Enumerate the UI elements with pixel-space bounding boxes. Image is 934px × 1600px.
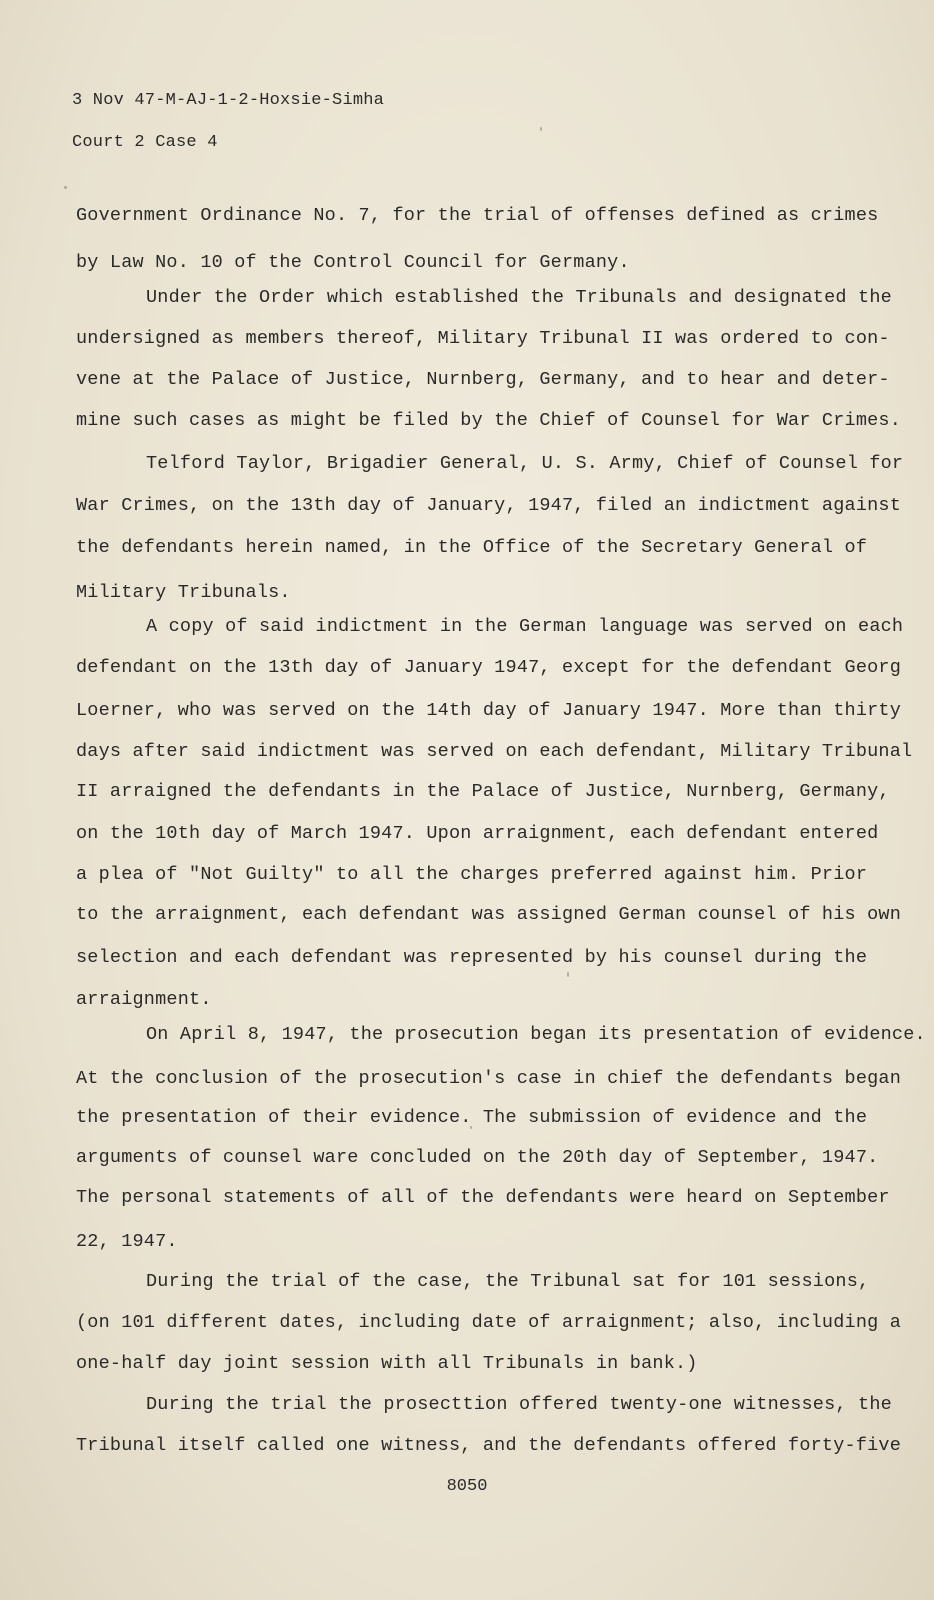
text-line: Loerner, who was served on the 14th day of January 1947. More than thirty	[76, 700, 902, 721]
text-line: arraignment.	[76, 989, 212, 1010]
header-court: Court 2 Case 4	[72, 133, 218, 152]
paper-speck	[567, 972, 569, 977]
text-line: Military Tribunals.	[76, 582, 291, 603]
text-line: II arraigned the defendants in the Palace of Justice, Nurnberg, Germany,	[76, 781, 890, 802]
text-line: mine such cases as might be filed by the Chief of Counsel for War Crimes.	[76, 410, 902, 431]
text-line: selection and each defendant was represented by his counsel during the	[76, 947, 868, 968]
text-line: to the arraignment, each defendant was assigned German counsel of his own	[76, 904, 902, 925]
text-line: (on 101 different dates, including date of arraignment; also, including a	[76, 1312, 902, 1333]
text-line: At the conclusion of the prosecution's case in chief the defendants began	[76, 1068, 902, 1089]
text-line: the presentation of their evidence. The submission of evidence and the	[76, 1107, 868, 1128]
page-number: 8050	[446, 1477, 488, 1496]
text-line: A copy of said indictment in the German language was served on each	[146, 616, 904, 637]
text-line: During the trial the prosecttion offered twenty-one witnesses, the	[146, 1394, 892, 1415]
paper-speck	[540, 127, 542, 131]
text-line: War Crimes, on the 13th day of January, 1947, filed an indictment against	[76, 495, 902, 516]
text-line: by Law No. 10 of the Control Council for Germany.	[76, 252, 630, 273]
text-line: Government Ordinance No. 7, for the trial of offenses defined as crimes	[76, 205, 879, 226]
text-line: arguments of counsel ware concluded on the 20th day of September, 1947.	[76, 1147, 879, 1168]
text-line: vene at the Palace of Justice, Nurnberg, Germany, and to hear and deter-	[76, 369, 890, 390]
header-reference: 3 Nov 47-M-AJ-1-2-Hoxsie-Simha	[72, 91, 385, 110]
text-line: the defendants herein named, in the Office of the Secretary General of	[76, 537, 868, 558]
text-line: defendant on the 13th day of January 1947, except for the defendant Georg	[76, 657, 902, 678]
text-line: 22, 1947.	[76, 1231, 178, 1252]
paper-speck	[64, 186, 67, 189]
text-line: On April 8, 1947, the prosecution began its presentation of evidence.	[146, 1024, 926, 1045]
paper-speck	[470, 1126, 472, 1129]
text-line: Telford Taylor, Brigadier General, U. S. Army, Chief of Counsel for	[146, 453, 904, 474]
text-line: undersigned as members thereof, Military Tribunal II was ordered to con-	[76, 328, 890, 349]
text-line: Tribunal itself called one witness, and the defendants offered forty-five	[76, 1435, 902, 1456]
text-line: on the 10th day of March 1947. Upon arraignment, each defendant entered	[76, 823, 879, 844]
text-line: days after said indictment was served on each defendant, Military Tribunal	[76, 741, 913, 762]
text-line: Under the Order which established the Tribunals and designated the	[146, 287, 892, 308]
text-line: During the trial of the case, the Tribunal sat for 101 sessions,	[146, 1271, 870, 1292]
text-line: The personal statements of all of the defendants were heard on September	[76, 1187, 890, 1208]
text-line: one-half day joint session with all Tribunals in bank.)	[76, 1353, 698, 1374]
text-line: a plea of "Not Guilty" to all the charges preferred against him. Prior	[76, 864, 868, 885]
